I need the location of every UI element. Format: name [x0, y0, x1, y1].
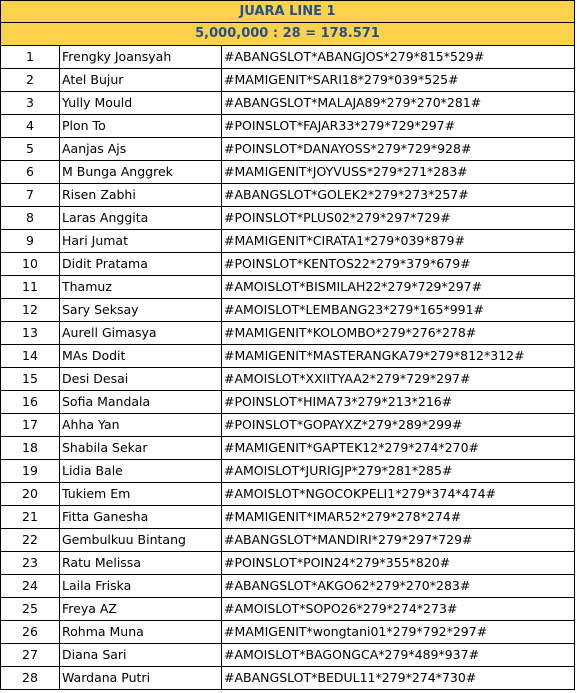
- winner-name: M Bunga Anggrek: [60, 161, 222, 184]
- winner-code: #AMOISLOT*XXIITYAA2*279*729*297#: [222, 368, 575, 391]
- row-number: 9: [1, 230, 60, 253]
- row-number: 24: [1, 575, 60, 598]
- winner-code: #MAMIGENIT*MASTERANGKA79*279*812*312#: [222, 345, 575, 368]
- winner-name: Hari Jumat: [60, 230, 222, 253]
- table-row: [1, 207, 575, 230]
- winner-name: Sofia Mandala: [60, 391, 222, 414]
- row-number: 13: [1, 322, 60, 345]
- row-number: 3: [1, 92, 60, 115]
- table-row: [1, 414, 575, 437]
- row-number: 21: [1, 506, 60, 529]
- winner-code: #MAMIGENIT*GAPTEK12*279*274*270#: [222, 437, 575, 460]
- winner-code: #ABANGSLOT*AKGO62*279*270*283#: [222, 575, 575, 598]
- winner-code: #POINSLOT*POIN24*279*355*820#: [222, 552, 575, 575]
- table-row: [1, 368, 575, 391]
- winner-code: #AMOISLOT*LEMBANG23*279*165*991#: [222, 299, 575, 322]
- winner-name: Didit Pratama: [60, 253, 222, 276]
- table-row: [1, 391, 575, 414]
- winner-code: #POINSLOT*KENTOS22*279*379*679#: [222, 253, 575, 276]
- winner-code: #ABANGSLOT*ABANGJOS*279*815*529#: [222, 46, 575, 69]
- row-number: 19: [1, 460, 60, 483]
- winner-name: Sary Seksay: [60, 299, 222, 322]
- winner-code: #POINSLOT*PLUS02*279*297*729#: [222, 207, 575, 230]
- winner-name: Freya AZ: [60, 598, 222, 621]
- winner-name: Thamuz: [60, 276, 222, 299]
- row-number: 23: [1, 552, 60, 575]
- table-row: [1, 253, 575, 276]
- title-row: [1, 1, 575, 23]
- row-number: 11: [1, 276, 60, 299]
- table-row: [1, 644, 575, 667]
- winner-code: #ABANGSLOT*MALAJA89*279*270*281#: [222, 92, 575, 115]
- winner-name: Ahha Yan: [60, 414, 222, 437]
- table-row: [1, 230, 575, 253]
- row-number: 7: [1, 184, 60, 207]
- winner-name: Wardana Putri: [60, 667, 222, 690]
- table-row: [1, 92, 575, 115]
- winner-name: Diana Sari: [60, 644, 222, 667]
- table-row: [1, 460, 575, 483]
- winner-name: Risen Zabhi: [60, 184, 222, 207]
- row-number: 5: [1, 138, 60, 161]
- winner-name: MAs Dodit: [60, 345, 222, 368]
- winners-table-body: [1, 1, 575, 690]
- winner-code: #MAMIGENIT*JOYVUSS*279*271*283#: [222, 161, 575, 184]
- winner-name: Tukiem Em: [60, 483, 222, 506]
- row-number: 28: [1, 667, 60, 690]
- prize-calculation: 5,000,000 : 28 = 178.571: [1, 23, 575, 46]
- sheet-title: JUARA LINE 1: [1, 1, 575, 23]
- table-row: [1, 138, 575, 161]
- winner-code: #MAMIGENIT*SARI18*279*039*525#: [222, 69, 575, 92]
- table-row: [1, 276, 575, 299]
- winner-code: #ABANGSLOT*GOLEK2*279*273*257#: [222, 184, 575, 207]
- table-row: [1, 322, 575, 345]
- winner-name: Plon To: [60, 115, 222, 138]
- row-number: 10: [1, 253, 60, 276]
- row-number: 17: [1, 414, 60, 437]
- winner-code: #ABANGSLOT*BEDUL11*279*274*730#: [222, 667, 575, 690]
- table-row: [1, 345, 575, 368]
- winner-code: #POINSLOT*HIMA73*279*213*216#: [222, 391, 575, 414]
- table-row: [1, 46, 575, 69]
- table-row: [1, 575, 575, 598]
- winner-name: Desi Desai: [60, 368, 222, 391]
- row-number: 15: [1, 368, 60, 391]
- winner-name: Ratu Melissa: [60, 552, 222, 575]
- winner-name: Rohma Muna: [60, 621, 222, 644]
- table-row: [1, 115, 575, 138]
- table-row: [1, 667, 575, 690]
- row-number: 12: [1, 299, 60, 322]
- row-number: 1: [1, 46, 60, 69]
- winner-code: #AMOISLOT*BAGONGCA*279*489*937#: [222, 644, 575, 667]
- table-row: [1, 598, 575, 621]
- row-number: 26: [1, 621, 60, 644]
- winner-code: #POINSLOT*GOPAYXZ*279*289*299#: [222, 414, 575, 437]
- winner-code: #AMOISLOT*NGOCOKPELI1*279*374*474#: [222, 483, 575, 506]
- row-number: 6: [1, 161, 60, 184]
- row-number: 27: [1, 644, 60, 667]
- table-row: [1, 483, 575, 506]
- winner-code: #AMOISLOT*JURIGJP*279*281*285#: [222, 460, 575, 483]
- row-number: 14: [1, 345, 60, 368]
- table-row: [1, 69, 575, 92]
- table-row: [1, 506, 575, 529]
- row-number: 4: [1, 115, 60, 138]
- winner-code: #POINSLOT*FAJAR33*279*729*297#: [222, 115, 575, 138]
- table-row: [1, 161, 575, 184]
- winner-name: Yully Mould: [60, 92, 222, 115]
- winner-name: Aanjas Ajs: [60, 138, 222, 161]
- row-number: 2: [1, 69, 60, 92]
- winner-name: Aurell Gimasya: [60, 322, 222, 345]
- winner-name: Shabila Sekar: [60, 437, 222, 460]
- winner-name: Atel Bujur: [60, 69, 222, 92]
- table-row: [1, 437, 575, 460]
- winner-code: #MAMIGENIT*CIRATA1*279*039*879#: [222, 230, 575, 253]
- row-number: 8: [1, 207, 60, 230]
- row-number: 18: [1, 437, 60, 460]
- row-number: 25: [1, 598, 60, 621]
- winner-code: #MAMIGENIT*wongtani01*279*792*297#: [222, 621, 575, 644]
- winner-code: #MAMIGENIT*IMAR52*279*278*274#: [222, 506, 575, 529]
- winner-name: Fitta Ganesha: [60, 506, 222, 529]
- calculation-row: [1, 23, 575, 46]
- winner-code: #AMOISLOT*BISMILAH22*279*729*297#: [222, 276, 575, 299]
- row-number: 20: [1, 483, 60, 506]
- winner-code: #MAMIGENIT*KOLOMBO*279*276*278#: [222, 322, 575, 345]
- winner-code: #AMOISLOT*SOPO26*279*274*273#: [222, 598, 575, 621]
- table-row: [1, 299, 575, 322]
- table-row: [1, 529, 575, 552]
- winner-name: Gembulkuu Bintang: [60, 529, 222, 552]
- winner-name: Laras Anggita: [60, 207, 222, 230]
- winner-name: Laila Friska: [60, 575, 222, 598]
- winner-name: Lidia Bale: [60, 460, 222, 483]
- winner-name: Frengky Joansyah: [60, 46, 222, 69]
- row-number: 16: [1, 391, 60, 414]
- winner-code: #POINSLOT*DANAYOSS*279*729*928#: [222, 138, 575, 161]
- table-row: [1, 184, 575, 207]
- winner-code: #ABANGSLOT*MANDIRI*279*297*729#: [222, 529, 575, 552]
- table-row: [1, 552, 575, 575]
- table-row: [1, 621, 575, 644]
- row-number: 22: [1, 529, 60, 552]
